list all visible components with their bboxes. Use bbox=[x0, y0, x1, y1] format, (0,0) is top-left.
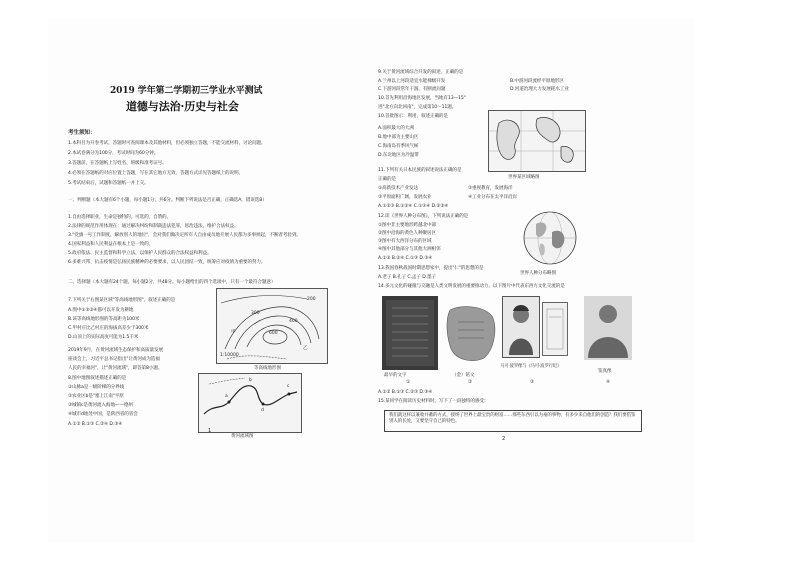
option: ②图中沿海的黄色人种聚居区 bbox=[378, 231, 436, 236]
contour-label: 400 bbox=[289, 319, 298, 324]
option: D.山顶上的实际高度可能为1.5千米 bbox=[68, 335, 139, 340]
notice-line: 2.本试卷满分为100分，考试时间为60分钟。 bbox=[68, 151, 159, 156]
q10-line: 10.首批图示：利用，叙述正确的是 bbox=[378, 114, 448, 119]
q8-intro-line: 座谈会上，习近平总书记指出"让黄河成为造福 bbox=[68, 357, 160, 362]
quote-box bbox=[384, 410, 642, 432]
image-label: ① bbox=[406, 380, 411, 385]
q10-line: 进"北方向北回南"，完成第10～11题。 bbox=[378, 105, 457, 110]
image-label: ② bbox=[468, 380, 473, 385]
map-scale: 1:10000 bbox=[220, 353, 239, 358]
option: C.下游河段常年干涸，有断流问题 bbox=[378, 87, 446, 92]
village-label: 乙 bbox=[303, 346, 308, 351]
map-caption: 黄河流域图 bbox=[231, 434, 254, 439]
quote-text: 我们就这样以兼收并蓄的方式，接纳了世界上最宝贵的财富……那些东西引以为豪的事物，有多少来自他们的创造？我们要借鉴别人的长处，又要坚守自己的特色。 bbox=[389, 413, 636, 424]
option: A.面积最大的大洲 bbox=[378, 126, 414, 131]
q11-choices: A.①②③ B.①②④ C.①③④ D.②③④ bbox=[378, 204, 449, 209]
judge-item: 1.自由选择职业，生命是独特的，可选的，自赞的。 bbox=[68, 215, 172, 220]
question-14: 14.多元文化的碰撞与交融是人类文明发展的重要推动力，以下图片中代表东西方文化交流的是 bbox=[378, 284, 565, 289]
contour-label: 600 bbox=[269, 331, 278, 336]
page-number: 2 bbox=[502, 436, 506, 442]
option: ④图中其他部分与其他大洲相邻 bbox=[378, 247, 441, 252]
map-caption: 等高线地形图 bbox=[254, 366, 281, 371]
q8-options: A.①② B.①③ C.②④ D.③④ bbox=[68, 422, 123, 427]
region-map bbox=[488, 110, 586, 172]
judge-item: 6.多难兴邦、抗击疫情是弘扬民族精神的必要要求，以人民团结一致，统筹应对疫情为重要的努力。 bbox=[68, 260, 266, 265]
q8-item: ①山脉a是一级阶梯的分界线 bbox=[68, 385, 125, 390]
notice-line: 4.必须在答题纸的对应位置上答题，写在其它地方无效，答题方式详见答题纸上的说明。 bbox=[68, 171, 243, 176]
notice-line: 5.考试结束后，试题和答题纸一并上交。 bbox=[68, 181, 149, 186]
option: A.兰州以上河段适宜水能梯级开发 bbox=[378, 79, 446, 84]
option: ②重视教育，发展海洋 bbox=[468, 186, 513, 191]
image-label: ④ bbox=[606, 380, 611, 385]
q12-choices: A.①② B.②④ C.①③ D.③④ bbox=[378, 256, 433, 261]
notice-line: 3.答题前，在答题纸上写姓名、班级和准考证号。 bbox=[68, 161, 167, 166]
exam-title: 2019 学年第二学期初三学业水平测试 bbox=[110, 86, 263, 96]
oracle-bone-image bbox=[382, 296, 438, 370]
q8-item: ②农业区b是"塞上江南"平原 bbox=[68, 394, 124, 399]
inscription-graphic bbox=[444, 302, 498, 364]
map-caption: 世界人种分布略图 bbox=[520, 271, 556, 276]
question-9: 9.关于黄河流域综合开发的叙述，正确的是 bbox=[378, 70, 464, 75]
book-graphic bbox=[543, 303, 567, 355]
race-distribution-globe bbox=[522, 210, 578, 266]
village-label: 甲 bbox=[231, 330, 236, 335]
marco-polo-graphic bbox=[503, 297, 539, 357]
jianzhen-statue-image bbox=[584, 296, 632, 360]
travels-book-cover bbox=[542, 302, 568, 356]
page-number: 1 bbox=[208, 428, 212, 434]
map-caption: 世界某区域略图 bbox=[508, 175, 540, 180]
yellow-river-map bbox=[198, 373, 302, 433]
region-map-graphic bbox=[489, 111, 585, 171]
jianzhen-graphic bbox=[584, 296, 632, 360]
marco-polo-portrait bbox=[502, 296, 540, 358]
option: ③平原面积广阔，发展农业 bbox=[378, 195, 432, 200]
q10-line: 10.首先利用沿海地区发展，当地有13—15° bbox=[378, 96, 466, 101]
option: B.该等高线地形图的等高距为100米 bbox=[68, 317, 140, 322]
map-point-label: c bbox=[287, 384, 290, 389]
q11-line: 11.下列有关日本民族的叙述说法正确的是 bbox=[378, 168, 462, 173]
exam-page-2 bbox=[370, 18, 695, 543]
subject-title: 道德与法治·历史与社会 bbox=[126, 100, 239, 113]
option: ①高新技术产业发达 bbox=[378, 186, 418, 191]
question-15: 15.某同学在阅读历史材料时，写下了一段独特的感受： bbox=[378, 399, 489, 404]
question-7: 7.下列关于右图某区域"等高线地形图"，叙述正确的是 bbox=[68, 298, 176, 303]
map-point-label: d bbox=[261, 408, 264, 413]
judge-item: 3."党旗一号工作制度，解放别人的地位"，会对我们做决定所有人自由成员地开展人民都为多事掉起，不断者考验到。 bbox=[68, 233, 301, 238]
section1-heading: 一、判断题（本大题有6个小题，每小题1分，共6分。判断下列说法是否正确，正确选A，错误选B） bbox=[68, 198, 267, 203]
q8-intro-line: 人民的幸福河"，让"黄河流域"，即答第8小题。 bbox=[68, 366, 163, 371]
option: ④工业分布在太平洋沿岸 bbox=[468, 195, 517, 200]
option: ③图中有大西洋分布的区域 bbox=[378, 239, 432, 244]
globe-graphic bbox=[522, 210, 578, 266]
judge-item: 4.国家利益和人民利益在根本上是一致的。 bbox=[68, 242, 154, 247]
image-caption: 马可·波罗像与《马可·波罗行纪》 bbox=[500, 364, 562, 369]
map-point-label: b bbox=[249, 378, 252, 383]
q11-line: 正确的是 bbox=[378, 177, 396, 182]
q8-item: ③城镇c是黄河流入海地——德州 bbox=[68, 403, 133, 408]
image-caption: 最早的文字 bbox=[384, 373, 407, 378]
contour-map bbox=[216, 288, 328, 364]
q13-options: A.老子 B.孔子 C.孟子 D.墨子 bbox=[378, 275, 437, 280]
oracle-bone-graphic bbox=[382, 296, 438, 370]
question-8: 8.图中地图叙述描述正确的是 bbox=[68, 376, 127, 381]
image-caption: 鉴真像 bbox=[598, 369, 612, 374]
notice-heading: 考生须知： bbox=[68, 130, 96, 136]
q14-choices: A.①② B.①③ C.②③ D.③④ bbox=[378, 390, 433, 395]
contour-label: 200 bbox=[307, 297, 316, 302]
option: C.海南岛有季风气候 bbox=[378, 144, 419, 149]
question-13: 13.我国春秋战国时期思想家中，提出"仁"的思想的是 bbox=[378, 266, 484, 271]
q8-intro-line: 2019年9月，在黄河流域生态保护和高质量发展 bbox=[68, 348, 164, 353]
image-caption: （金）铭文 bbox=[452, 373, 475, 378]
option: C.甲村庄比乙村庄的海拔高差少于300米 bbox=[68, 326, 149, 331]
image-label: ③ bbox=[530, 380, 535, 385]
option: D.河道治理大力发展耗水工业 bbox=[510, 87, 569, 92]
question-12: 12.读《世界人种分布图》，下列说法正确的是 bbox=[378, 214, 469, 219]
option: B.地中部为主要山区 bbox=[378, 135, 419, 140]
option: D.东北地区为冷温带 bbox=[378, 153, 419, 158]
map-point-label: a bbox=[225, 394, 228, 399]
q8-item: ④城市d地处中国，是陕西省的省会 bbox=[68, 412, 138, 417]
notice-line: 1.本科目为开卷考试，答题时可查阅课本及其他材料，但必须独立答题，不能交流材料、讨论问题。 bbox=[68, 141, 266, 146]
option: A.图中①②③④都可以开发为耕地 bbox=[68, 308, 134, 313]
judge-item: 2.法律的规范作用体现在：通过解决纠纷和制裁违法犯罪，惩治违法，维护合法权益。 bbox=[68, 224, 239, 229]
section2-heading: 二、选择题（本大题有24个题，每小题2分，共48分。每小题给出的四个选项中，只有一个最符合题意） bbox=[68, 280, 276, 285]
option: B.中游河段流经平原地形区 bbox=[510, 79, 564, 84]
judge-item: 5.政府依法、民主监督和科学立法，以保护人民群众的合法权益和利益。 bbox=[68, 251, 212, 256]
contour-label: 300 bbox=[251, 311, 260, 316]
option: ①图中非主要地形跨越北中部 bbox=[378, 223, 436, 228]
inscription-image bbox=[444, 302, 498, 364]
exam-page-1 bbox=[48, 18, 373, 543]
